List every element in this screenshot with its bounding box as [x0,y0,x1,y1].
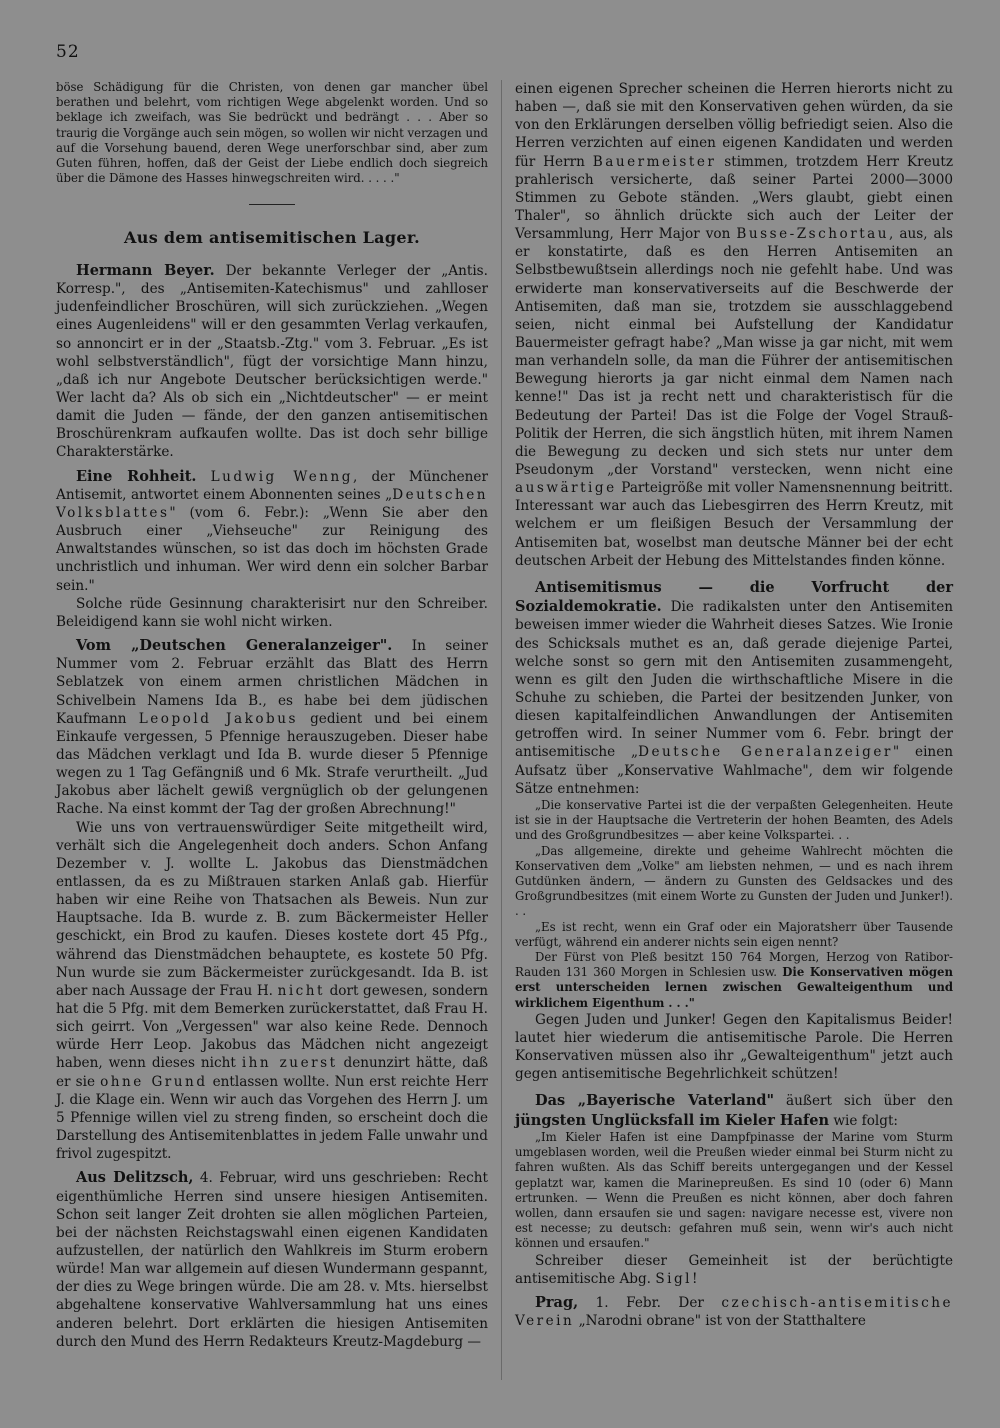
vorfrucht-paper: Deutsche Generalanzeiger [638,744,893,761]
vorfrucht-comment: Gegen Juden und Junker! Gegen den Kapitalismus Beider! lautet hier wiederum die antisemitische Parole. Die Herren Konservativen müssen also ihr „Gewalteigenthum" jetzt auch gegen antisemitische Begehrlichkeit schützen! [515,1011,953,1083]
vorfrucht-heading: Antisemitismus — die Vorfrucht der Sozialdemokratie. [515,578,953,616]
delitzsch-text: 4. Februar, wird uns geschrieben: Recht eigenthümliche Herren sind unsere hiesigen Antisemiten. Schon seit langer Zeit drohten sie allen möglichen Parteien, bei der nächsten Reichstagswahl einen eigenen Kandidaten aufzustellen, der natürlich den Wahlkreis im Sturm erobern würde! Man war allgemein auf diesen Wundermann gespannt, der dies zu Wege bringen würde. Die am 28. v. Mts. hierselbst abgehaltene konservative Wahlversammlung hat uns eines anderen belehrt. Dort erklärten die hiesigen Antisemiten durch den Mund des Herrn Redakteurs Kreutz-Magdeburg — [56,1170,488,1350]
bayer-text-3: Schreiber dieser Gemeinheit ist der berüchtigte antisemitische Abg. [515,1252,953,1287]
quote-2: „Das allgemeine, direkte und geheime Wahlrecht möchten die Konservativen dem „Volke" am liebsten nehmen, — und es nach ihrem Gutdünken ändern, — ändern zu Gunsten des Geldsackes und des Großgrundbesitzes (mit einem Worte zu Gunsten der Juden und Junker!). . . [515,843,953,919]
prag-text-1: 1. Febr. Der [578,1294,722,1311]
article-delitzsch [56,1168,488,1351]
rohheit-paper: Deutschen Volksblattes [56,486,488,522]
article-generalanzeiger [56,636,488,819]
rohheit-text-2: " (vom 6. Febr.): „Wenn Sie aber den Ausbruch einer „Viehseuche" zur Reinigung des Anwaltstandes wünschen, so ist das doch im höchsten Grade unchristlich und inhuman. Wer wird denn ein solcher Barbar sein." [56,505,488,594]
cont-auswaertige: auswärtige [515,480,617,497]
bayer-text-4: ! [692,1270,698,1287]
bayer-text-1: äußert sich über den [774,1093,953,1110]
intro-text: böse Schädigung für die Christen, von denen gar mancher übel berathen und belehrt, vom richtigen Wege abgelenkt worden. Und so beklage ich zweifach, was Sie bedrückt und bedrängt . . . Aber so traurig die Vorgänge auch sein mögen, so wollen wir nicht verzagen und auf die Vorsehung bauend, deren Wege unerforschbar sind, aber zum Guten führen, hoffen, daß der Geist der Liebe endlich doch siegreich über die Dämone des Hasses hinwegschreiten wird. . . . ." [56,80,488,186]
column-divider [501,80,502,1380]
section-rule [249,204,295,205]
general-name: Leopold Jakobus [138,710,298,727]
section-title: Aus dem antisemitischen Lager. [124,228,420,248]
article-bayer [515,1091,953,1130]
general-grund: ohne Grund [100,1073,208,1090]
bayer-heading: Das „Bayerische Vaterland" [535,1092,775,1110]
quote-4a: Der Fürst von Pleß besitzt 150 764 Morgen, Herzog von Ratibor-Rauden 131 360 Morgen in Schlesien usw. [515,949,953,980]
general-text-2: gedient und bei einem Einkaufe vergessen, 5 Pfennige herauszugeben. Dieser habe das Mädchen verklagt und Ida B. wurde dieser 5 Pfennige wegen zu 1 Tag Gefängniß und 6 Mk. Strafe verurtheilt. „Jud Jakobus aber lächelt gewiß vergnüglich ob der gelungenen Rache. Na einst kommt der Tag der großen Abrechnung!" [56,710,488,818]
beyer-text: Der bekannte Verleger der „Antis. Korresp.", des „Antisemiten-Katechismus" und zahlloser judenfeindlicher Broschüren, will sich zurückziehen. „Wegen eines Augenleidens" will er den gesammten Verlag verkaufen, so annoncirt er in der „Staatsb.-Ztg." vom 3. Februar. „Es ist wohl selbstverständlich", fügt der vorsichtige Mann hinzu, „daß ich nur Angebote Deutscher berücksichtigen werde." Wer lacht da? Als ob sich ein „Nichtdeutscher" — er meint damit die Juden — fände, der den ganzen antisemitischen Broschürenkram aufkaufen wollte. Das ist doch sehr billige Charakterstärke. [56,262,488,461]
vorfrucht-text-1: Die radikalsten unter den Antisemiten beweisen immer wieder die Wahrheit dieses Satzes. Wie Ironie des Schicksals muthet es an, daß gerade diejenige Partei, welche sonst so gern mit den Antisemiten zusammengeht, wenn es gilt den Juden die wirthschaftliche Misere in die Schuhe zu schieben, die Partei der besitzenden Junker, von diesen kapitalfeindlichen Anwandlungen der Antisemiten getroffen wird. In seiner Nummer vom 6. Febr. bringt der antisemitische „ [515,599,953,761]
cont-text-3: , aus, als er konstatirte, daß es den Herren Antisemiten an Selbstbewußtsein allerdings noch nie gefehlt habe. Und was erwiderte man konservativerseits auf die Beschwerde der Antisemiten, daß man sie, trotzdem sie ausschlaggebend seien, nicht einmal bei Aufstellung der Kandidatur Bauermeister gefragt habe? „Man wisse ja gar nicht, mit wem man verhandeln solle, da man die Führer der antisemitischen Bewegung hierorts ja gar nicht einmal dem Namen nach kenne!" Das ist ja recht nett und charakteristisch für die Bedeutung der Partei! Das ist die Folge der Vogel Strauß-Politik der Herren, die sich ängstlich hüten, mit ihrem Namen die Bewegung zu decken und sich stets nur unter dem Pseudonym „der Vorstand" verstecken, wenn nicht eine [515,226,953,478]
vorfrucht-quotes [515,798,953,1011]
quote-4b: Die Konservativen mögen erst unterscheiden lernen zwischen Gewalteigenthum und wirklichem Eigenthum . . ." [515,965,953,1010]
bayer-comment [515,1252,953,1288]
general-heading: Vom „Deutschen Generalanzeiger". [76,637,393,654]
delitzsch-continuation [515,80,953,570]
cont-text-1: einen eigenen Sprecher scheinen die Herren hierorts nicht zu haben —, daß sie mit den Konservativen gehen würden, da sie von den Erklärungen derselben völlig befriedigt seien. Also die Herren verzichten auf einen eigenen Kandidaten und werden für Herrn [515,81,953,170]
delitzsch-heading: Aus Delitzsch, [76,1169,194,1187]
prag-heading: Prag, [535,1293,579,1311]
beyer-heading: Hermann Beyer. [76,261,215,279]
bayer-name: Sigl [655,1270,693,1287]
cont-name-1: Bauermeister [592,153,717,170]
page-number: 52 [56,42,80,62]
article-vorfrucht [515,578,953,798]
cont-text-2: stimmen, trotzdem Herr Kreutz prahlerisch versicherte, daß seiner Partei 2000—3000 Stimmen zu Gebote ständen. „Wers glaubt, giebt einen Thaler", so ähnlich drückte sich auch der Leiter der Versammlung, Herr Major von [515,153,953,243]
general-text-3: Wie uns von vertrauenswürdiger Seite mitgetheilt wird, verhält sich die Angelegenheit doch anders. Schon Anfang Dezember v. J. wollte L. Jakobus das Dienstmädchen entlassen, da es zu Mißtrauen starken Anlaß gab. Hierfür haben wir eine Reihe von Thatsachen als Beweis. Nun zur Hauptsache. Ida B. wurde z. B. zum Bäckermeister Heller geschickt, ein Brod zu kaufen. Dieses kostete dort 45 Pfg., während das Dienstmädchen behauptete, es kostete 50 Pfg. Nun wurde sie zum Bäckermeister zurückgesandt. Ida B. ist aber nach Aussage der Frau H. [56,819,488,999]
rohheit-comment: Solche rüde Gesinnung charakterisirt nur den Schreiber. Beleidigend kann sie wohl nicht wirken. [56,595,488,630]
rohheit-heading: Eine Rohheit. [76,467,197,485]
vorfrucht-text-2: " einen Aufsatz über „Konservative Wahlmache", dem wir folgende Sätze entnehmen: [515,744,953,797]
general-correction [56,819,488,1164]
bayer-heading-2: jüngsten Unglücksfall im Kieler Hafen [515,1111,830,1129]
general-text-6: entlassen wollte. Nun erst reichte Herr J. die Klage ein. Wenn wir auch das Vorgehen des Herrn J. um 5 Pfennige willen viel zu streng finden, so erscheint doch die Darstellung des Antisemitenblattes in jedem Falle unwahr und frivol zugespitzt. [56,1073,488,1163]
right-column [515,80,953,1330]
bayer-text-2: wie folgt: [829,1112,898,1129]
rohheit-name: Ludwig Wenng [210,468,354,485]
article-rohheit [56,467,488,595]
general-nicht: nicht [277,982,326,999]
left-column [56,80,488,1351]
general-text-4: dort gewesen, sondern hat die 5 Pfg. mit dem Bemerken zurückerstattet, daß Frau H. sich geirrt. Von „Vergessen" war also keine Rede. Dennoch würde Herr Leop. Jakobus das Mädchen nicht angezeigt haben, wenn dieses nicht [56,982,489,1072]
general-text-1: In seiner Nummer vom 2. Februar erzählt das Blatt des Herrn Seblatzek von einem armen christlichen Mädchen in Schivelbein Namens Ida B., es habe bei dem jüdischen Kaufmann [56,638,488,727]
prag-verein: czechisch-antisemitische Verein [515,1294,953,1330]
cont-name-2: Busse-Zschortau [736,226,890,243]
rohheit-text-1: , der Münchener Antisemit, antwortet einem Abonnenten seines „ [56,468,488,503]
cont-text-4: Parteigröße mit voller Namensnennung beitritt. Interessant war auch das Liebesgirren des Herrn Kreutz, mit welchem er um fleißigen Besuch der Versammlung der Antisemiten bat, woselbst man deutsche Männer bei der echt deutschen Arbeit der Hebung des Mittelstandes finden könne. [515,480,953,569]
article-prag [515,1293,953,1330]
general-zuerst: ihn zuerst [241,1055,338,1072]
bayer-quote: „Im Kieler Hafen ist eine Dampfpinasse der Marine vom Sturm umgeblasen worden, weil die Preußen wieder einmal bei Sturm nicht zu fahren wußten. Als das Schiff bereits untergegangen und der Kessel geplatzt war, kamen die Marinepreußen. Es sind 10 (oder 6) Mann ertrunken. — Wenn die Preußen es nicht können, aber doch fahren wollen, dann ersaufen sie und sagen: navigare necesse est, vivere non est necesse; zu deutsch: gefahren muß sein, wenn wir's auch nicht können und ersaufen." [515,1129,953,1251]
quote-1: „Die konservative Partei ist die der verpaßten Gelegenheiten. Heute ist sie in der Hauptsache die Vertreterin der hohen Beamten, des Adels und des Großgrundbesitzes — aber keine Volkspartei. . . [515,797,953,843]
general-text-5: denunzirt hätte, daß er sie [56,1055,488,1090]
quote-3: „Es ist recht, wenn ein Graf oder ein Majoratsherr über Tausende verfügt, während ein anderer nichts sein eigen nennt? [515,919,953,949]
quote-4 [515,950,953,1011]
prag-text-2: „Narodni obrane" ist von der Statthaltere [574,1313,866,1330]
intro-quote [56,80,488,186]
bayer-quote-block [515,1130,953,1252]
article-beyer [56,261,488,462]
